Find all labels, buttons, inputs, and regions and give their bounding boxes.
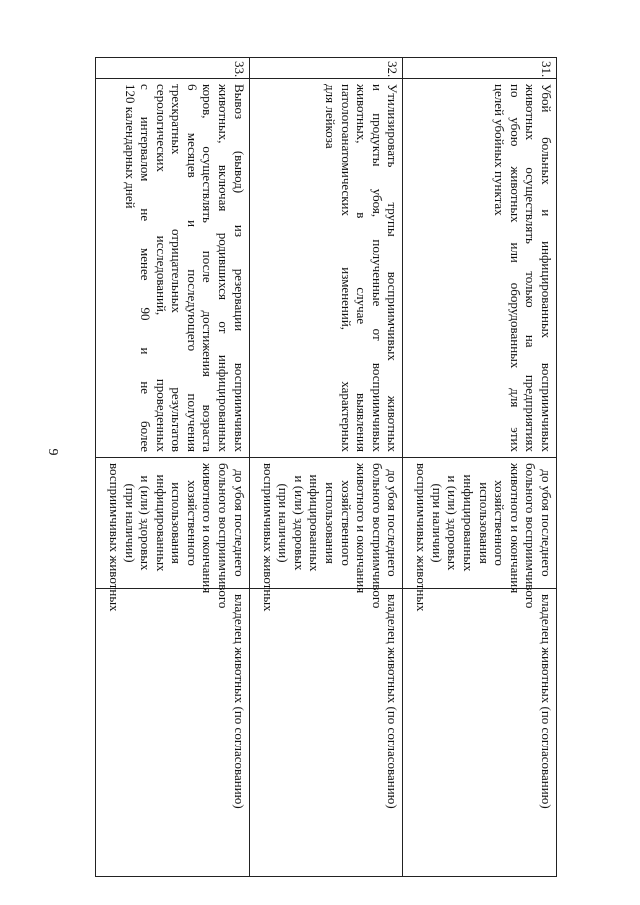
action-line: для лейкоза bbox=[322, 84, 338, 149]
action-cell bbox=[249, 79, 403, 458]
responsible-cell: владелец животных (по согласованию) bbox=[249, 589, 403, 877]
table-row bbox=[249, 58, 403, 877]
term-line: восприимчивых животных bbox=[414, 463, 430, 612]
term-line: и (или) здоровых bbox=[445, 475, 461, 571]
term-line: инфицированных bbox=[153, 474, 169, 572]
action-line: серологических исследований, проведенных bbox=[153, 84, 169, 452]
term-line: (при наличии) bbox=[429, 483, 445, 563]
row-number: 33. bbox=[96, 58, 250, 79]
term-line: хозяйственного bbox=[492, 480, 508, 566]
table-row bbox=[96, 58, 250, 877]
row-number: 32. bbox=[249, 58, 403, 79]
measures-table bbox=[95, 57, 557, 877]
term-line: использования bbox=[169, 482, 185, 564]
term-line: использования bbox=[476, 482, 492, 564]
term-line: больного восприимчивого bbox=[369, 463, 385, 609]
term-line: и (или) здоровых bbox=[291, 475, 307, 571]
term-line: животного и окончания bbox=[200, 463, 216, 594]
term-line: до убоя последнего bbox=[231, 469, 247, 577]
action-line: и продукты убоя, полученные от восприимчивых bbox=[369, 84, 385, 452]
action-line: 6 месяцев и последующего получения bbox=[184, 84, 200, 452]
term-line: (при наличии) bbox=[276, 483, 292, 563]
term-line: больного восприимчивого bbox=[216, 463, 232, 609]
rotated-table-wrapper bbox=[95, 57, 557, 877]
action-line: по убою животных или оборудованных для этих bbox=[507, 84, 523, 452]
action-line: Вывоз (вывод) из резервации восприимчивых bbox=[231, 84, 247, 452]
term-cell bbox=[96, 458, 250, 612]
term-line: инфицированных bbox=[307, 474, 323, 572]
responsible-cell: владелец животных (по согласованию) bbox=[403, 589, 557, 877]
action-line: 120 календарных дней bbox=[122, 84, 138, 209]
term-cell bbox=[403, 458, 557, 612]
action-line: патологоанатомических изменений, характерных bbox=[338, 84, 354, 452]
term-line: (при наличии) bbox=[122, 483, 138, 563]
action-line: животных осуществлять только на предприятиях bbox=[523, 84, 539, 452]
table-row bbox=[403, 58, 557, 877]
action-cell bbox=[403, 79, 557, 458]
action-line: Убой больных и инфицированных восприимчивых bbox=[539, 84, 554, 452]
row-number: 31. bbox=[403, 58, 557, 79]
term-line: больного восприимчивого bbox=[523, 463, 539, 609]
term-line: до убоя последнего bbox=[539, 469, 554, 577]
term-line: и (или) здоровых bbox=[138, 475, 154, 571]
term-line: восприимчивых животных bbox=[106, 463, 122, 612]
term-line: хозяйственного bbox=[184, 480, 200, 566]
action-line: Утилизировать трупы восприимчивых животных bbox=[385, 84, 401, 452]
page-number: 9 bbox=[45, 448, 60, 456]
action-cell bbox=[96, 79, 250, 458]
action-line: с интервалом не менее 90 и не более bbox=[138, 84, 154, 452]
action-line: животных, в случае выявления bbox=[354, 84, 370, 452]
term-line: использования bbox=[322, 482, 338, 564]
action-line: животных, включая родившихся от инфицированных bbox=[216, 84, 232, 452]
action-line: коров, осуществлять после достижения возраста bbox=[200, 84, 216, 452]
action-line: целей убойных пунктах bbox=[492, 84, 508, 216]
term-line: животного и окончания bbox=[354, 463, 370, 594]
term-line: животного и окончания bbox=[507, 463, 523, 594]
responsible-cell: владелец животных (по согласованию) bbox=[96, 589, 250, 877]
term-line: восприимчивых животных bbox=[260, 463, 276, 612]
term-line: инфицированных bbox=[461, 474, 477, 572]
term-line: до убоя последнего bbox=[385, 469, 401, 577]
term-line: хозяйственного bbox=[338, 480, 354, 566]
term-cell bbox=[249, 458, 403, 612]
action-line: трехкратных отрицательных результатов bbox=[169, 84, 185, 452]
